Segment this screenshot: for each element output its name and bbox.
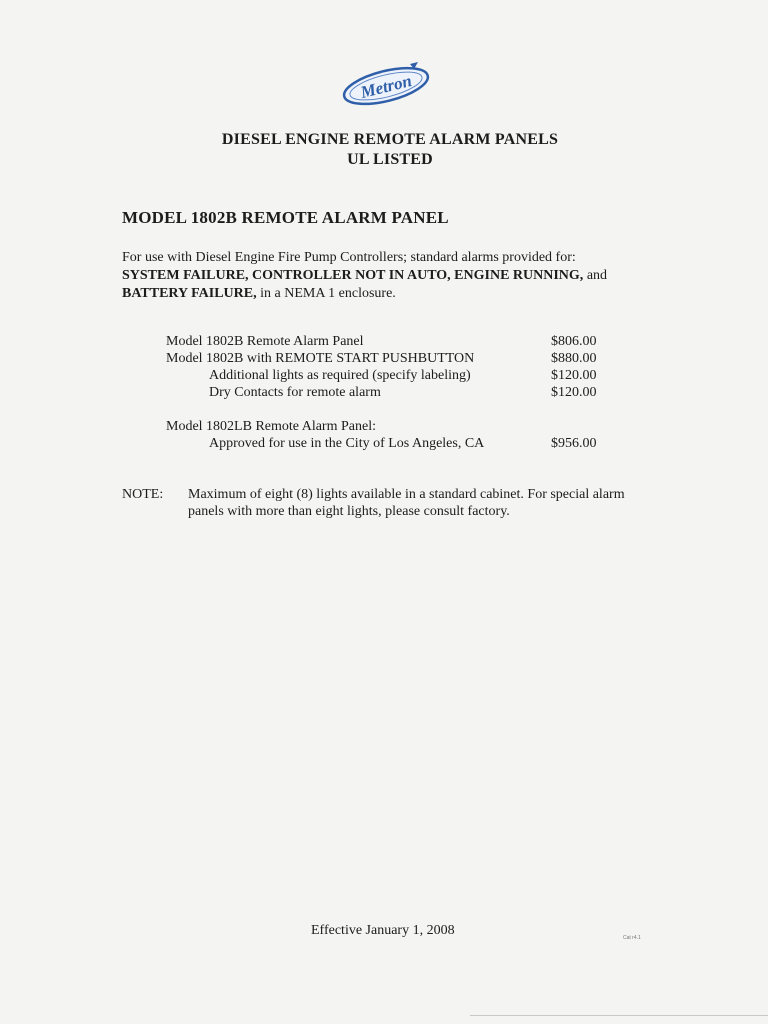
price-item-price: $120.00 — [551, 385, 597, 400]
document-title-line-2: UL LISTED — [347, 151, 433, 168]
logo-text: Metron — [358, 70, 414, 102]
note-text: Maximum of eight (8) lights available in a standard cabinet. For special alarm panels with more than eight lights, please consult factory. — [188, 487, 625, 519]
price-item-label: Dry Contacts for remote alarm — [209, 385, 381, 400]
description-alarms-2: BATTERY FAILURE, — [122, 286, 257, 301]
catalog-code: Cat r4.1 — [623, 935, 641, 941]
price-item-label: Model 1802B with REMOTE START PUSHBUTTON — [166, 351, 475, 366]
description-tail: in a NEMA 1 enclosure. — [256, 286, 396, 301]
price-item-label: Model 1802B Remote Alarm Panel — [166, 334, 364, 349]
description-intro: For use with Diesel Engine Fire Pump Controllers; standard alarms provided for: — [122, 250, 576, 265]
note-label: NOTE: — [122, 487, 164, 502]
la-model-label: Model 1802LB Remote Alarm Panel: — [166, 419, 376, 434]
price-item-price: $120.00 — [551, 368, 597, 383]
description-paragraph — [122, 249, 642, 303]
price-item-label: Additional lights as required (specify labeling) — [209, 368, 471, 383]
description-and: and — [583, 268, 608, 283]
description-alarms-1: SYSTEM FAILURE, CONTROLLER NOT IN AUTO, ENGINE RUNNING, — [122, 268, 584, 283]
model-heading: MODEL 1802B REMOTE ALARM PANEL — [122, 208, 449, 227]
price-item-price: $806.00 — [551, 334, 597, 349]
la-model-sub-label: Approved for use in the City of Los Angeles, CA — [209, 436, 485, 451]
metron-logo — [340, 56, 432, 112]
scan-edge-line — [470, 1015, 768, 1016]
price-item-price: $880.00 — [551, 351, 597, 366]
effective-date: Effective January 1, 2008 — [311, 923, 455, 938]
document-title-line-1: DIESEL ENGINE REMOTE ALARM PANELS — [221, 131, 559, 148]
la-model-price: $956.00 — [551, 436, 597, 451]
